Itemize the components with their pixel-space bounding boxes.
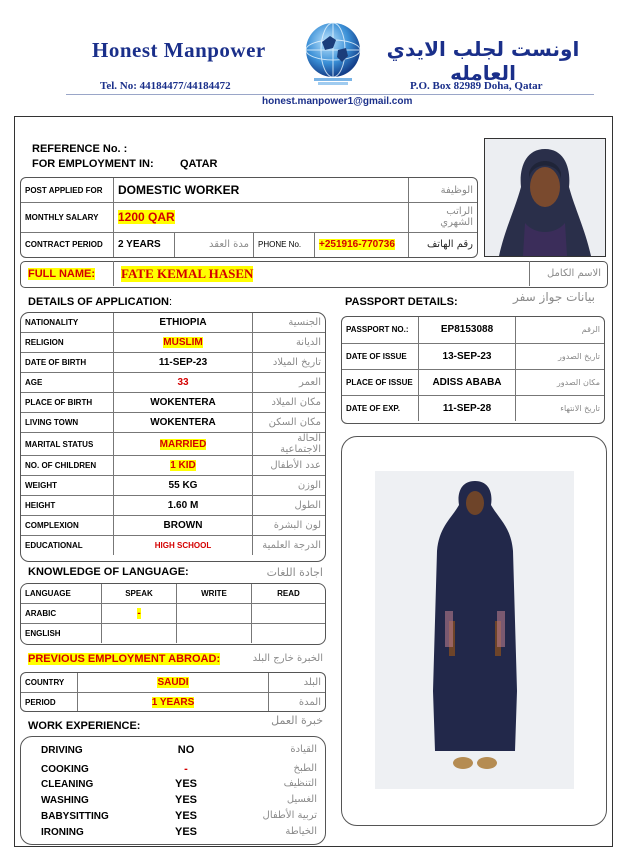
details-value: MARRIED	[159, 438, 207, 450]
experience-title: WORK EXPERIENCE:	[28, 720, 141, 732]
company-name-ar: اونست لجلب الايدي العامله	[386, 37, 580, 85]
experience-table	[20, 736, 326, 845]
details-ar: الديانة	[253, 333, 326, 353]
details-value: HIGH SCHOOL	[154, 541, 212, 550]
experience-value: -	[184, 763, 188, 775]
details-value: 55 KG	[168, 480, 198, 491]
experience-label: WASHING	[41, 795, 89, 806]
details-value: WOKENTERA	[150, 417, 216, 428]
experience-row	[21, 777, 325, 793]
passport-row	[342, 395, 604, 421]
period-value: 1 YEARS	[151, 697, 195, 708]
details-value: BROWN	[163, 520, 203, 531]
details-row	[21, 536, 325, 556]
salary-value: 1200 QAR	[118, 210, 175, 225]
details-label: NO. OF CHILDREN	[21, 456, 114, 476]
lang-english-speak	[102, 624, 177, 644]
experience-row	[21, 793, 325, 809]
pobox-line: P.O. Box 82989 Doha, Qatar	[410, 80, 543, 92]
details-row	[21, 413, 325, 433]
contract-value: 2 YEARS	[114, 232, 175, 257]
employment-value: QATAR	[180, 158, 218, 170]
experience-ar: الطبخ	[293, 763, 317, 774]
post-label: POST APPLIED FOR	[21, 178, 114, 203]
details-value: 11-SEP-23	[158, 357, 208, 368]
passport-title-ar: بيانات جواز سفر	[512, 290, 595, 304]
details-ar: الطول	[253, 496, 326, 516]
experience-label: COOKING	[41, 764, 89, 775]
details-label: HEIGHT	[21, 496, 114, 516]
details-ar: مكان السكن	[253, 413, 326, 433]
header-rule	[66, 94, 594, 95]
details-row	[21, 516, 325, 536]
details-label: RELIGION	[21, 333, 114, 353]
passport-value: 13-SEP-23	[419, 343, 516, 369]
full-body-photo-frame	[341, 436, 607, 826]
experience-ar: الخياطة	[285, 826, 317, 837]
details-ar: مكان الميلاد	[253, 393, 326, 413]
phone-label: PHONE No.	[254, 232, 315, 257]
language-table	[20, 583, 326, 645]
details-label: MARITAL STATUS	[21, 433, 114, 456]
details-table	[20, 312, 326, 562]
fullname-label: FULL NAME:	[28, 268, 96, 280]
details-row	[21, 433, 325, 456]
passport-ar: الرقم	[516, 317, 605, 343]
details-ar: الحالة الاجتماعية	[253, 433, 326, 456]
details-row	[21, 496, 325, 516]
experience-label: DRIVING	[41, 745, 83, 756]
headshot-photo	[484, 138, 606, 257]
details-label: DATE OF BIRTH	[21, 353, 114, 373]
post-ar: الوظيفة	[409, 178, 478, 203]
salary-label: MONTHLY SALARY	[21, 203, 114, 232]
company-name-en: Honest Manpower	[92, 38, 266, 62]
experience-row	[21, 762, 325, 778]
email-line[interactable]: honest.manpower1@gmail.com	[262, 96, 413, 107]
passport-ar: تاريخ الصدور	[516, 343, 605, 369]
details-row	[21, 333, 325, 353]
language-title: KNOWLEDGE OF LANGUAGE:	[28, 566, 189, 578]
details-ar: لون البشرة	[253, 516, 326, 536]
details-row	[21, 373, 325, 393]
experience-value: YES	[174, 794, 197, 806]
lang-arabic-read	[252, 604, 326, 624]
lang-header-write: WRITE	[177, 584, 252, 604]
globe-logo	[300, 20, 366, 86]
lang-header-language: LANGUAGE	[21, 584, 102, 604]
details-value: WOKENTERA	[150, 397, 216, 408]
experience-row	[21, 809, 325, 825]
passport-label: DATE OF ISSUE	[342, 343, 419, 369]
passport-row	[342, 343, 604, 369]
lang-english-write	[177, 624, 252, 644]
experience-value: YES	[174, 826, 197, 838]
post-value: DOMESTIC WORKER	[114, 178, 409, 203]
period-ar: المدة	[269, 693, 326, 713]
full-body-photo	[375, 471, 574, 789]
passport-ar: تاريخ الانتهاء	[516, 395, 605, 421]
details-value: MUSLIM	[163, 337, 203, 348]
country-ar: البلد	[269, 673, 326, 693]
period-label: PERIOD	[21, 693, 78, 713]
passport-row	[342, 369, 604, 395]
passport-label: DATE OF EXP.	[342, 395, 419, 421]
phone-value: +251916-770736	[319, 239, 395, 251]
passport-value: EP8153088	[419, 317, 516, 343]
details-label: LIVING TOWN	[21, 413, 114, 433]
details-label: NATIONALITY	[21, 313, 114, 333]
country-label: COUNTRY	[21, 673, 78, 693]
details-value: 1 KID	[170, 460, 196, 471]
passport-label: PASSPORT NO.:	[342, 317, 419, 343]
details-value: 1.60 M	[167, 500, 199, 511]
lang-header-read: READ	[252, 584, 326, 604]
details-ar: العمر	[253, 373, 326, 393]
passport-value: 11-SEP-28	[419, 395, 516, 421]
passport-title: PASSPORT DETAILS:	[345, 296, 458, 308]
experience-label: BABYSITTING	[41, 811, 109, 822]
details-label: AGE	[21, 373, 114, 393]
passport-value: ADISS ABABA	[419, 369, 516, 395]
experience-ar: التنظيف	[283, 778, 317, 789]
experience-title-ar: خبرة العمل	[271, 714, 323, 727]
language-title-ar: اجادة اللغات	[266, 566, 323, 579]
details-row	[21, 476, 325, 496]
previous-title-ar: الخبرة خارج البلد	[252, 653, 323, 664]
details-ar: تاريخ الميلاد	[253, 353, 326, 373]
lang-arabic-speak: -	[137, 608, 141, 619]
details-label: PLACE OF BIRTH	[21, 393, 114, 413]
salary-ar: الراتب الشهري	[409, 203, 478, 232]
country-value: SAUDI	[157, 677, 189, 688]
reference-label: REFERENCE No. :	[32, 143, 128, 155]
details-row	[21, 353, 325, 373]
phone-ar: رقم الهاتف	[409, 232, 478, 257]
passport-ar: مكان الصدور	[516, 369, 605, 395]
experience-value: YES	[174, 778, 197, 790]
employment-label: FOR EMPLOYMENT IN:	[32, 158, 154, 170]
fullname-ar: الاسم الكامل	[546, 268, 601, 279]
experience-label: CLEANING	[41, 779, 94, 790]
lang-arabic: ARABIC	[21, 604, 102, 624]
passport-table	[341, 316, 605, 424]
details-value: 33	[177, 377, 189, 388]
post-table	[20, 177, 478, 258]
details-ar: الدرجة العلمية	[253, 536, 326, 556]
lang-english: ENGLISH	[21, 624, 102, 644]
previous-table	[20, 672, 326, 712]
details-value: ETHIOPIA	[159, 317, 207, 328]
details-ar: الوزن	[253, 476, 326, 496]
phone-line: Tel. No: 44184477/44184472	[100, 80, 231, 92]
details-row	[21, 456, 325, 476]
passport-label: PLACE OF ISSUE	[342, 369, 419, 395]
fullname-value: FATE KEMAL HASEN	[121, 266, 254, 281]
details-ar: الجنسية	[253, 313, 326, 333]
details-label: WEIGHT	[21, 476, 114, 496]
experience-ar: تربية الأطفال	[262, 810, 317, 821]
contract-ar: مدة العقد	[175, 232, 254, 257]
details-label: EDUCATIONAL	[21, 536, 114, 556]
experience-value: YES	[174, 810, 197, 822]
experience-value: NO	[177, 744, 195, 756]
experience-label: IRONING	[41, 827, 84, 838]
lang-arabic-write	[177, 604, 252, 624]
lang-english-read	[252, 624, 326, 644]
experience-row	[21, 825, 325, 841]
details-ar: عدد الأطفال	[253, 456, 326, 476]
previous-title: PREVIOUS EMPLOYMENT ABROAD:	[28, 653, 221, 665]
fullname-row	[20, 261, 608, 288]
experience-ar: القيادة	[290, 744, 317, 755]
experience-row	[21, 743, 325, 759]
lang-header-speak: SPEAK	[102, 584, 177, 604]
contract-label: CONTRACT PERIOD	[21, 232, 114, 257]
details-label: COMPLEXION	[21, 516, 114, 536]
details-row	[21, 393, 325, 413]
details-title: DETAILS OF APPLICATION:	[28, 296, 173, 308]
passport-row	[342, 317, 604, 343]
experience-ar: الغسيل	[286, 794, 317, 805]
details-row	[21, 313, 325, 333]
